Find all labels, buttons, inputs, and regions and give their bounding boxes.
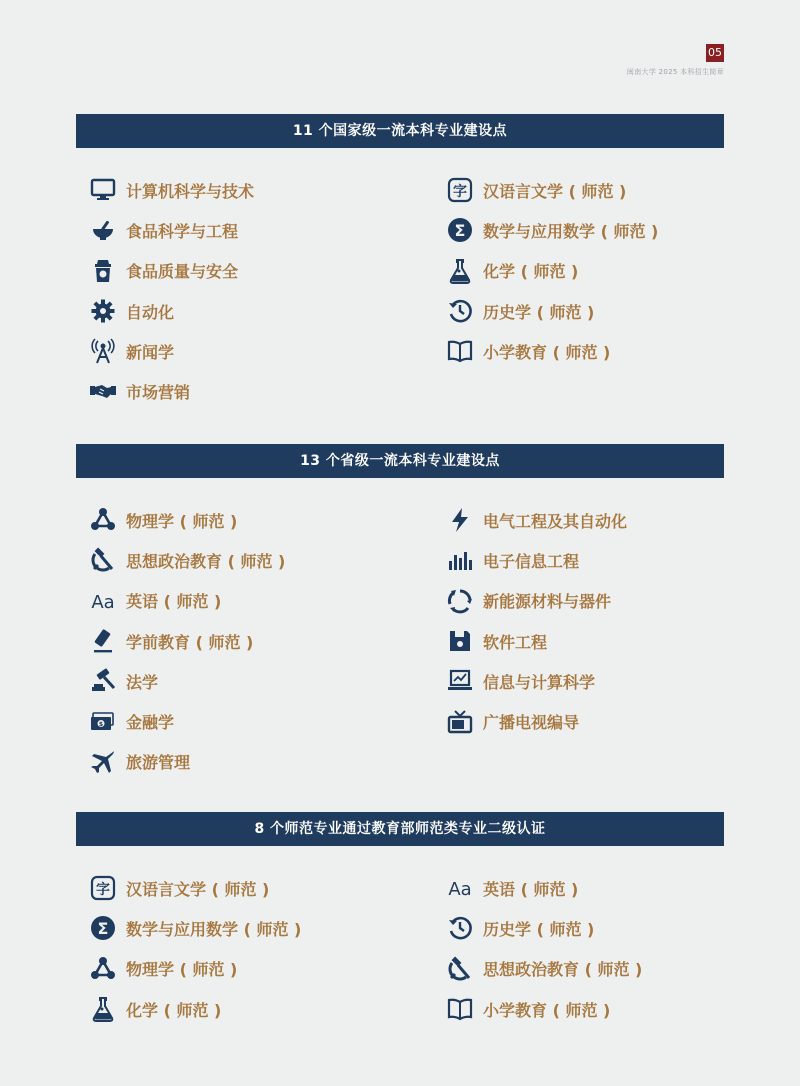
major-label: 小学教育 ( 师范 ) [483, 342, 611, 362]
right-column [445, 868, 745, 1029]
major-item [445, 170, 745, 210]
major-label: 自动化 [126, 302, 175, 322]
lightning-icon [445, 507, 475, 533]
major-item [88, 331, 388, 371]
open-book-icon [445, 996, 475, 1022]
chinese-character-icon [445, 177, 475, 203]
left-column [88, 868, 388, 1029]
major-item [88, 210, 388, 250]
major-label: 电气工程及其自动化 [483, 511, 628, 531]
major-label: 法学 [126, 672, 159, 692]
section-certification [76, 812, 724, 1020]
svg-text:Σ: Σ [454, 221, 466, 241]
major-item [88, 581, 388, 621]
floppy-disk-icon [445, 628, 475, 654]
svg-text:Aa: Aa [448, 879, 472, 901]
major-item [88, 742, 388, 782]
laptop-chart-icon [445, 668, 475, 694]
major-label: 食品科学与工程 [126, 221, 239, 241]
major-label: 汉语言文学 ( 师范 ) [483, 181, 627, 201]
major-label: 金融学 [126, 713, 175, 733]
major-label: 信息与计算科学 [483, 672, 596, 692]
major-item [88, 170, 388, 210]
major-label: 数学与应用数学 ( 师范 ) [126, 919, 302, 939]
major-item [88, 291, 388, 331]
major-item [88, 251, 388, 291]
handshake-icon [88, 379, 118, 405]
major-label: 思想政治教育 ( 师范 ) [126, 551, 286, 571]
major-label: 小学教育 ( 师范 ) [483, 1000, 611, 1020]
major-item [445, 331, 745, 371]
gavel-icon [88, 668, 118, 694]
monitor-icon [88, 177, 118, 203]
svg-text:字: 字 [453, 184, 467, 201]
page-number-badge: 05 [706, 44, 724, 62]
chinese-character-icon [88, 875, 118, 901]
money-icon [88, 709, 118, 735]
mortar-icon [88, 217, 118, 243]
hammer-sickle-icon [445, 956, 475, 982]
major-label: 英语 ( 师范 ) [483, 879, 579, 899]
major-item [445, 251, 745, 291]
right-column [445, 170, 745, 371]
major-label: 新闻学 [126, 342, 175, 362]
major-label: 市场营销 [126, 383, 191, 403]
major-label: 历史学 ( 师范 ) [483, 302, 595, 322]
sigma-icon [445, 217, 475, 243]
major-item [445, 621, 745, 661]
major-item [88, 701, 388, 741]
major-label: 软件工程 [483, 632, 548, 652]
major-label: 历史学 ( 师范 ) [483, 919, 595, 939]
major-item [445, 989, 745, 1029]
section-provincial [76, 444, 724, 773]
atom-triangle-icon [88, 956, 118, 982]
section-banner: 11 个国家级一流本科专业建设点 [76, 114, 724, 148]
svg-text:$: $ [98, 720, 104, 728]
major-label: 数学与应用数学 ( 师范 ) [483, 221, 659, 241]
major-item [445, 540, 745, 580]
major-label: 化学 ( 师范 ) [126, 1000, 222, 1020]
major-item [88, 540, 388, 580]
major-item [445, 908, 745, 948]
major-label: 旅游管理 [126, 753, 191, 773]
major-item [445, 868, 745, 908]
history-clock-icon [445, 298, 475, 324]
major-label: 思想政治教育 ( 师范 ) [483, 960, 643, 980]
equalizer-icon [445, 547, 475, 573]
major-item [445, 701, 745, 741]
recycle-icon [445, 588, 475, 614]
major-label: 新能源材料与器件 [483, 592, 612, 612]
svg-text:Aa: Aa [91, 591, 115, 613]
eraser-icon [88, 628, 118, 654]
major-item [88, 949, 388, 989]
major-item [445, 661, 745, 701]
major-item [88, 621, 388, 661]
major-label: 广播电视编导 [483, 713, 580, 733]
major-item [445, 210, 745, 250]
hammer-sickle-icon [88, 547, 118, 573]
major-label: 电子信息工程 [483, 551, 580, 571]
major-item [445, 949, 745, 989]
major-item [88, 371, 388, 411]
history-clock-icon [445, 915, 475, 941]
major-item [88, 500, 388, 540]
svg-text:字: 字 [96, 882, 110, 899]
sigma-icon [88, 915, 118, 941]
open-book-icon [445, 338, 475, 364]
major-label: 化学 ( 师范 ) [483, 262, 579, 282]
font-aa-icon [445, 875, 475, 901]
left-column [88, 170, 388, 412]
major-label: 物理学 ( 师范 ) [126, 511, 238, 531]
major-item [445, 291, 745, 331]
section-banner: 8 个师范专业通过教育部师范类专业二级认证 [76, 812, 724, 846]
major-label: 英语 ( 师范 ) [126, 592, 222, 612]
flask-icon [88, 996, 118, 1022]
font-aa-icon [88, 588, 118, 614]
major-item [88, 868, 388, 908]
right-column [445, 500, 745, 742]
major-label: 物理学 ( 师范 ) [126, 960, 238, 980]
broadcast-tower-icon [88, 338, 118, 364]
airplane-icon [88, 749, 118, 775]
food-container-icon [88, 258, 118, 284]
major-label: 计算机科学与技术 [126, 181, 255, 201]
section-banner: 13 个省级一流本科专业建设点 [76, 444, 724, 478]
tv-icon [445, 709, 475, 735]
major-label: 学前教育 ( 师范 ) [126, 632, 254, 652]
major-item [88, 908, 388, 948]
page-header-text: 闽南大学 2025 本科招生简章 [626, 68, 724, 76]
major-item [445, 581, 745, 621]
major-item [445, 500, 745, 540]
major-label: 汉语言文学 ( 师范 ) [126, 879, 270, 899]
major-item [88, 989, 388, 1029]
major-item [88, 661, 388, 701]
flask-icon [445, 258, 475, 284]
gear-icon [88, 298, 118, 324]
atom-triangle-icon [88, 507, 118, 533]
major-label: 食品质量与安全 [126, 262, 239, 282]
section-national [76, 114, 724, 403]
left-column [88, 500, 388, 782]
svg-text:Σ: Σ [97, 919, 109, 939]
